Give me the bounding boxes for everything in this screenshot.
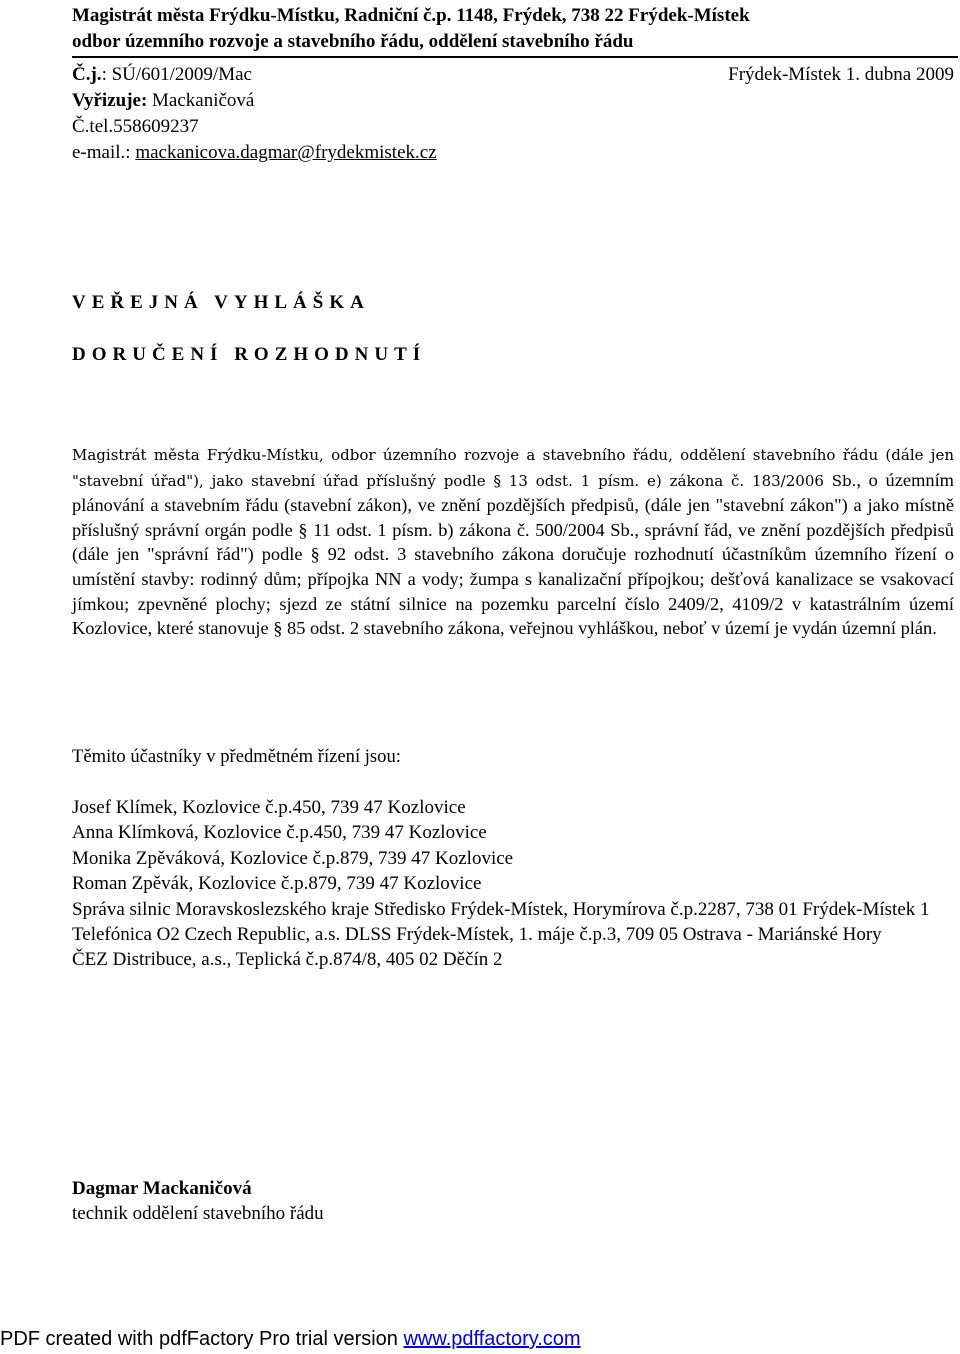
handled-by: [72, 88, 254, 114]
document-subtitle: DORUČENÍ ROZHODNUTÍ: [72, 344, 427, 365]
handled-by-label: Vyřizuje:: [72, 90, 148, 111]
participants-list: [72, 795, 954, 973]
paragraph-part-1: Magistrát města Frýdku-Místku, odbor územního rozvoje a stavebního řádu, oddělení stavebního řádu (dále jen "stavební úřad"), jako stavební úřad příslušný podle § 13 odst. 1 písm. e) zákona č. 183/2006 Sb.: [72, 446, 954, 490]
participants-intro: Těmito účastníky v předmětném řízení jsou:: [72, 746, 401, 767]
participant-item: Telefónica O2 Czech Republic, a.s. DLSS Frýdek-Místek, 1. máje č.p.3, 709 05 Ostrava - Mariánské Hory: [72, 924, 882, 946]
document-date: Frýdek-Místek 1. dubna 2009: [728, 64, 954, 85]
signatory-name: Dagmar Mackaničová: [72, 1178, 252, 1199]
participant-item: ČEZ Distribuce, a.s., Teplická č.p.874/8, 405 02 Děčín 2: [72, 949, 503, 971]
handled-by-value: Mackaničová: [147, 90, 255, 111]
letterhead-divider: [72, 56, 958, 58]
pdf-footer: [0, 1326, 581, 1352]
footer-text: PDF created with pdfFactory Pro trial version: [0, 1328, 404, 1350]
email-label: e-mail.:: [72, 142, 136, 163]
email-line: [72, 140, 437, 166]
participant-item: Roman Zpěvák, Kozlovice č.p.879, 739 47 Kozlovice: [72, 873, 482, 895]
document-title: VEŘEJNÁ VYHLÁŠKA: [72, 292, 370, 313]
letterhead: [72, 3, 958, 55]
reference-value: : SÚ/601/2009/Mac: [101, 64, 252, 85]
decision-paragraph: [72, 442, 954, 641]
participant-item: Správa silnic Moravskoslezského kraje Středisko Frýdek-Místek, Horymírova č.p.2287, 738 01 Frýdek-Místek 1: [72, 898, 930, 920]
email-link[interactable]: mackanicova.dagmar@frydekmistek.cz: [135, 142, 437, 163]
footer-link[interactable]: www.pdffactory.com: [403, 1328, 581, 1350]
phone-number: Č.tel.558609237: [72, 116, 199, 137]
participant-item: Anna Klímková, Kozlovice č.p.450, 739 47 Kozlovice: [72, 822, 487, 844]
participant-item: Josef Klímek, Kozlovice č.p.450, 739 47 Kozlovice: [72, 797, 466, 818]
reference-label: Č.j.: [72, 64, 102, 85]
letterhead-line-2: odbor územního rozvoje a stavebního řádu, oddělení stavebního řádu: [72, 31, 634, 52]
signatory-role: technik oddělení stavebního řádu: [72, 1203, 324, 1224]
reference-number: [72, 62, 252, 88]
letterhead-line-1: Magistrát města Frýdku-Místku, Radniční č.p. 1148, Frýdek, 738 22 Frýdek-Místek: [72, 5, 750, 26]
paragraph-part-4: 3 stavebního zákona doručuje rozhodnutí účastníkům územního řízení o umístění stavby: rodinný dům; přípojka NN a vody; žumpa s kanalizační přípojkou; dešťová kanalizace se vsakovací jímkou; zpevněné plochy; sjezd ze státní silnice na pozemku parcelní číslo 2409/2, 4109/2 v katastrálním území Kozlovice, které stanovuje § 85 odst. 2 stavebního zákona, veřejnou vyhláškou, neboť v území je vydán územní plán.: [72, 544, 954, 639]
signature-block: [72, 1176, 324, 1226]
paragraph-part-2: , o územním plánování a stavebním řádu (stavební zákon), ve znění pozdějších předpisů, (dále jen "stavební zákon") a jako místně příslušný správní orgán podle § 11 odst. 1 písm. b) zákona č. 500/2004 Sb.: [72, 469, 954, 540]
paragraph-part-3: , správní řád, ve znění pozdějších předpisů (dále jen "správní řád") podle § 92 odst.: [72, 519, 954, 565]
participant-item: Monika Zpěváková, Kozlovice č.p.879, 739 47 Kozlovice: [72, 847, 514, 869]
